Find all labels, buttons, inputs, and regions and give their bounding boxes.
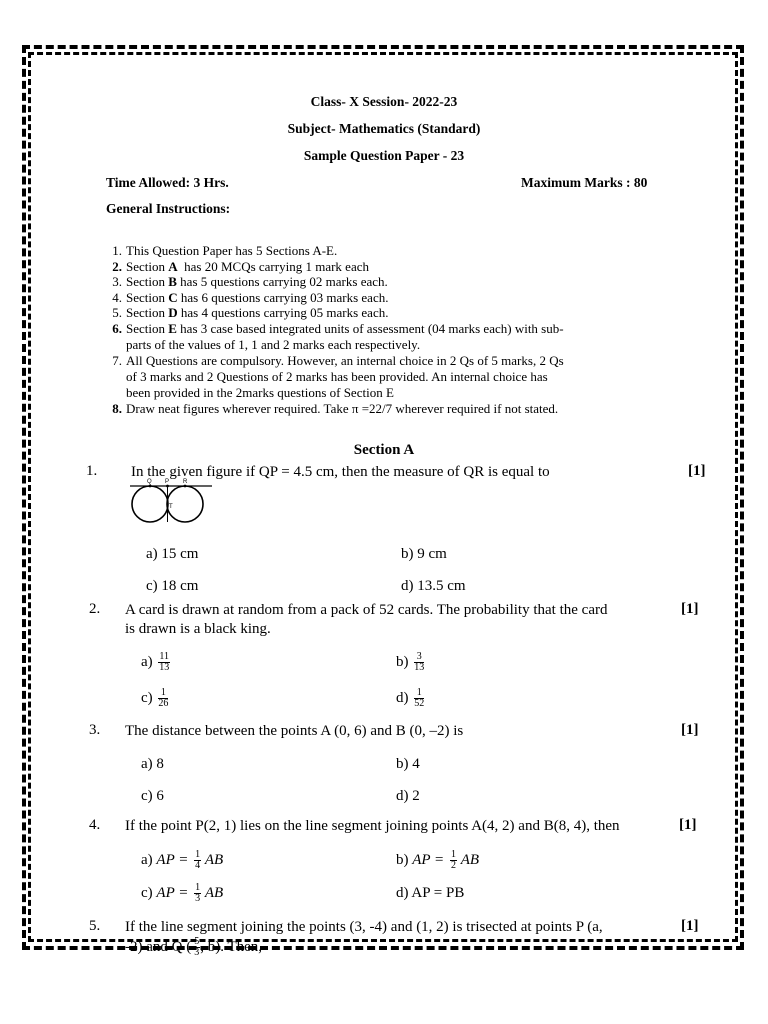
- instruction-number: 1.: [112, 243, 122, 258]
- instruction-number: 2.: [112, 259, 122, 274]
- instruction-text: Section: [126, 274, 169, 289]
- label-t: T: [169, 504, 173, 510]
- general-instructions-title: General Instructions:: [106, 201, 231, 216]
- instruction-item: [112, 321, 564, 337]
- instruction-text: Section: [126, 259, 169, 274]
- option-label: c): [141, 689, 153, 706]
- instruction-text: has 20 MCQs carrying 1 mark each: [177, 259, 369, 274]
- question-text: In the given figure if QP = 4.5 cm, then the measure of QR is equal to: [131, 464, 550, 480]
- fraction: [158, 688, 168, 709]
- marks-badge: [1]: [679, 817, 697, 833]
- fraction: [194, 850, 201, 871]
- instruction-number: 5.: [112, 305, 122, 320]
- section-letter: C: [168, 290, 178, 305]
- lhs: AP =: [156, 884, 189, 901]
- denominator: 2: [450, 860, 456, 871]
- question-number: 3.: [89, 722, 101, 738]
- fraction: [414, 688, 424, 709]
- numerator: 11: [159, 651, 170, 662]
- instruction-item: [112, 274, 388, 290]
- numerator: 1: [195, 849, 201, 860]
- option-d[interactable]: d) AP = PB: [396, 885, 465, 901]
- option-label: b): [396, 653, 409, 670]
- option-label: a): [141, 851, 153, 868]
- instruction-text: has 4 questions carrying 05 marks each.: [177, 305, 389, 320]
- numerator: 3: [414, 652, 424, 663]
- option-b[interactable]: b) 4: [396, 756, 420, 772]
- instruction-item: [112, 290, 389, 306]
- marks-badge: [1]: [681, 722, 699, 738]
- instruction-text: Section: [126, 321, 169, 336]
- instruction-item: [112, 305, 389, 321]
- lhs: AP =: [156, 851, 189, 868]
- point-r: [184, 485, 187, 488]
- option-d[interactable]: d) 2: [396, 788, 420, 804]
- instruction-item: [112, 259, 369, 275]
- numerator: 1: [158, 688, 168, 699]
- label-r: R: [183, 479, 188, 485]
- maximum-marks: Maximum Marks : 80: [521, 175, 648, 190]
- subject-heading: Subject- Mathematics (Standard): [287, 121, 481, 136]
- section-letter: B: [168, 274, 177, 289]
- question-text-line2: [125, 937, 262, 958]
- section-letter: A: [168, 259, 178, 274]
- option-b[interactable]: [396, 652, 424, 673]
- left-circle: [132, 486, 168, 522]
- label-p: P: [165, 479, 170, 485]
- option-label: c): [141, 884, 153, 901]
- option-c[interactable]: c) 6: [141, 788, 164, 804]
- question-text: If the point P(2, 1) lies on the line segment joining points A(4, 2) and B(8, 4), then: [125, 818, 620, 834]
- option-c[interactable]: [141, 883, 223, 904]
- instruction-text: parts of the values of 1, 1 and 2 marks each respectively.: [126, 337, 421, 352]
- rhs: AB: [204, 884, 224, 901]
- denominator: 26: [158, 698, 169, 709]
- section-letter: E: [168, 321, 177, 336]
- marks-badge: [1]: [688, 463, 706, 479]
- fraction: [450, 850, 457, 871]
- numerator: 1: [450, 849, 456, 860]
- question-text-line1: If the line segment joining the points (3, -4) and (1, 2) is trisected at points P (a,: [125, 919, 603, 935]
- instruction-number: 4.: [112, 290, 122, 305]
- option-c[interactable]: [141, 688, 168, 709]
- time-allowed: Time Allowed: 3 Hrs.: [106, 175, 229, 190]
- option-a[interactable]: a) 15 cm: [146, 546, 199, 562]
- question-text-line2: is drawn is a black king.: [125, 621, 271, 637]
- option-c[interactable]: c) 18 cm: [146, 578, 199, 594]
- fraction: [414, 652, 424, 673]
- option-b[interactable]: [396, 850, 479, 871]
- text-segment: -2) and Q (: [125, 938, 192, 955]
- instruction-text: been provided in the 2marks questions of Section E: [126, 385, 394, 400]
- question-text: The distance between the points A (0, 6) and B (0, –2) is: [125, 723, 464, 739]
- question-number: 5.: [89, 918, 101, 934]
- section-letter: D: [168, 305, 178, 320]
- text-segment: , b). Then,: [200, 938, 263, 955]
- instruction-number: 6.: [112, 321, 122, 336]
- question-text-line1: A card is drawn at random from a pack of 52 cards. The probability that the card: [125, 602, 608, 618]
- denominator: 3: [194, 947, 200, 958]
- instruction-number: 8.: [112, 401, 122, 416]
- denominator: 4: [195, 860, 201, 871]
- instruction-text: Draw neat figures wherever required. Take π =22/7 wherever required if not stated.: [126, 401, 559, 416]
- section-a-title: Section A: [353, 442, 415, 458]
- instruction-text: of 3 marks and 2 Questions of 2 marks has been provided. An internal choice has: [126, 369, 548, 384]
- question-number: 2.: [89, 601, 101, 617]
- instruction-text: Section: [126, 290, 169, 305]
- numerator: 5: [194, 936, 200, 947]
- denominator: 13: [414, 662, 425, 673]
- instruction-item: [126, 337, 420, 353]
- numerator: 1: [414, 688, 424, 699]
- instruction-item: [112, 353, 564, 369]
- instruction-text: has 6 questions carrying 03 marks each.: [177, 290, 389, 305]
- marks-badge: [1]: [681, 918, 699, 934]
- instruction-number: 3.: [112, 274, 122, 289]
- class-session-heading: Class- X Session- 2022-23: [310, 94, 458, 109]
- option-label: b): [396, 851, 409, 868]
- numerator: 1: [195, 882, 201, 893]
- denominator: 3: [195, 893, 201, 904]
- denominator: 52: [414, 698, 425, 709]
- option-d[interactable]: d) 13.5 cm: [401, 578, 466, 594]
- instruction-number: 7.: [112, 353, 122, 368]
- label-q: Q: [147, 479, 152, 485]
- marks-badge: [1]: [681, 601, 699, 617]
- instruction-item: [126, 385, 394, 401]
- instruction-text: has 3 case based integrated units of assessment (04 marks each) with sub-: [176, 321, 564, 336]
- question-number: 4.: [89, 817, 101, 833]
- option-b[interactable]: b) 9 cm: [401, 546, 447, 562]
- rhs: AB: [460, 851, 480, 868]
- option-a[interactable]: a) 8: [141, 756, 164, 772]
- point-q: [149, 485, 152, 488]
- point-p: [166, 485, 169, 488]
- fraction: [158, 652, 170, 673]
- question-number: 1.: [86, 463, 98, 479]
- instruction-item: [112, 243, 338, 259]
- instruction-text: All Questions are compulsory. However, an internal choice in 2 Qs of 5 marks, 2 Qs: [126, 353, 564, 368]
- option-label: d): [396, 689, 409, 706]
- option-a[interactable]: [141, 652, 170, 673]
- instruction-text: This Question Paper has 5 Sections A-E.: [126, 243, 338, 258]
- fraction: [194, 883, 201, 904]
- tangent-circles-figure: [128, 478, 214, 526]
- option-a[interactable]: [141, 850, 223, 871]
- paper-title: Sample Question Paper - 23: [303, 148, 465, 163]
- option-d[interactable]: [396, 688, 424, 709]
- rhs: AB: [204, 851, 224, 868]
- instruction-text: Section: [126, 305, 169, 320]
- instruction-item: [112, 401, 559, 417]
- instruction-text: has 5 questions carrying 02 marks each.: [176, 274, 388, 289]
- instruction-item: [126, 369, 548, 385]
- lhs: AP =: [412, 851, 445, 868]
- denominator: 13: [159, 662, 170, 673]
- option-label: a): [141, 653, 153, 670]
